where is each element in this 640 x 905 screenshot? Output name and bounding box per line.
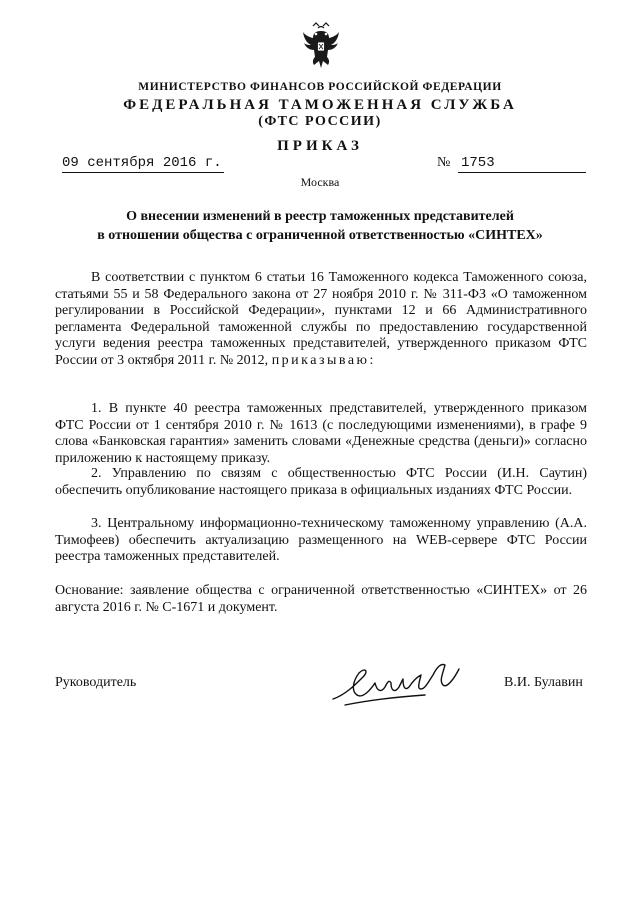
order-title-line-2: в отношении общества с ограниченной ответственностью «СИНТЕХ» — [97, 228, 543, 243]
number-underline — [458, 172, 586, 173]
date-underline — [62, 172, 224, 173]
service-heading: ФЕДЕРАЛЬНАЯ ТАМОЖЕННАЯ СЛУЖБА — [123, 97, 517, 113]
order-number: 1753 — [461, 155, 495, 171]
basis-paragraph: Основание: заявление общества с ограниченной ответственностью «СИНТЕХ» от 26 августа 2016 г. № С-1671 и документ. — [55, 583, 587, 615]
order-word: приказываю: — [271, 352, 376, 368]
clause-1: 1. В пункте 40 реестра таможенных представителей, утвержденного приказом ФТС России от 1 сентября 2010 г. № 1613 (с последующими изменениями), в графе 9 слова «Банковская гарантия» заменить словами «Денежные средства (деньги)» согласно приложению к настоящему приказу. — [55, 401, 587, 466]
preamble-paragraph — [55, 270, 587, 370]
preamble-text: В соответствии с пунктом 6 статьи 16 Таможенного кодекса Таможенного союза, статьями 55 и 58 Федерального закона от 27 ноября 2010 г. № 311-ФЗ «О таможенном регулировании в Российской Федерации», пунктами 12 и 66 Административного регламента Федеральной таможенной службы по предоставлению государственной услуги ведения реестра таможенных представителей, утвержденного приказом ФТС России от 3 октября 2011 г. № 2012, — [55, 270, 587, 368]
ministry-heading: МИНИСТЕРСТВО ФИНАНСОВ РОССИЙСКОЙ ФЕДЕРАЦИИ — [138, 81, 502, 93]
clause-3: 3. Центральному информационно-техническому таможенному управлению (А.А. Тимофеев) обеспечить актуализацию размещенного на WEB-сервере ФТС России реестра таможенных представителей. — [55, 516, 587, 565]
order-date: 09 сентября 2016 г. — [62, 155, 222, 171]
order-title-line-1: О внесении изменений в реестр таможенных представителей — [126, 209, 514, 224]
document-type: ПРИКАЗ — [277, 138, 363, 154]
handwritten-signature — [325, 655, 475, 711]
order-number-label: № — [437, 155, 451, 170]
signatory-name: В.И. Булавин — [504, 675, 583, 690]
clause-2: 2. Управлению по связям с общественностью ФТС России (И.Н. Саутин) обеспечить опубликование настоящего приказа в официальных изданиях ФТС России. — [55, 466, 587, 498]
service-abbreviation: (ФТС РОССИИ) — [258, 114, 382, 129]
double-headed-eagle-emblem-icon — [301, 22, 341, 72]
city: Москва — [300, 175, 340, 189]
signatory-position: Руководитель — [55, 675, 137, 690]
